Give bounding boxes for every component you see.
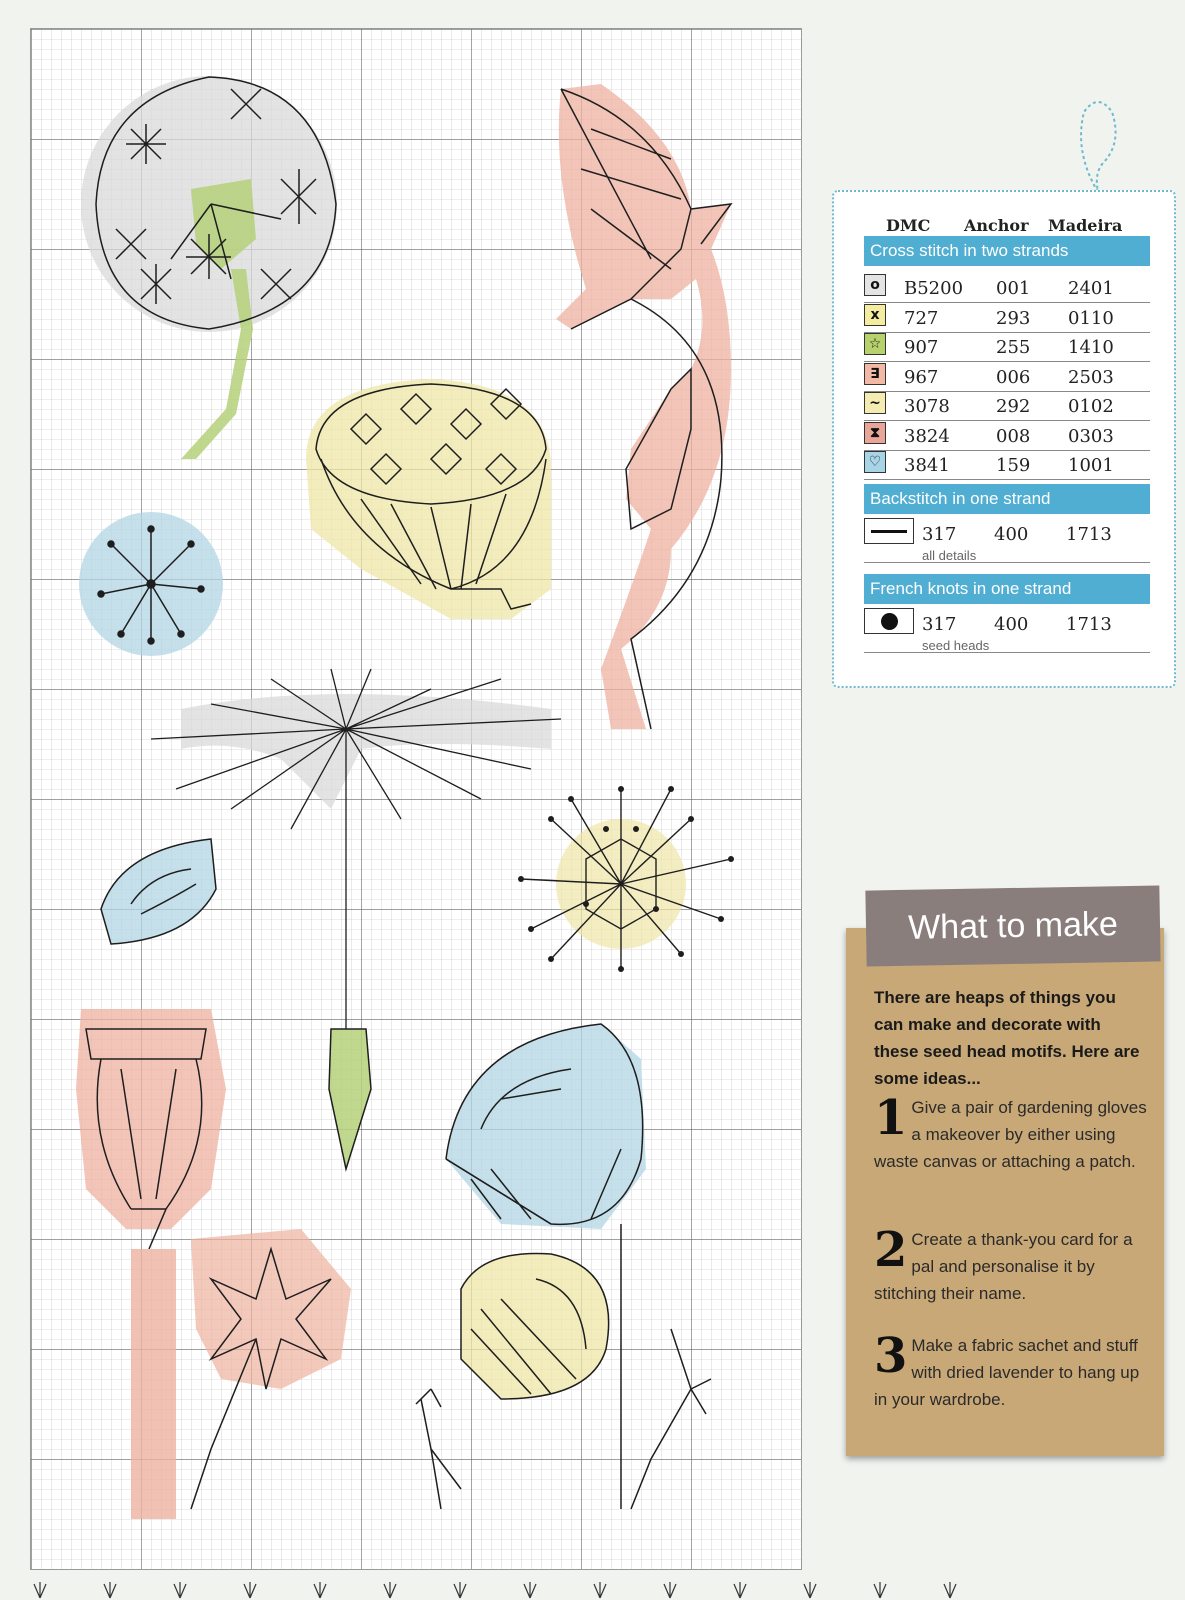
key-madeira: 1001 (1068, 455, 1114, 476)
what-to-make-panel (846, 905, 1164, 1456)
key-dmc: B5200 (904, 278, 964, 299)
key-row (864, 361, 1150, 392)
key-note: all details (922, 548, 977, 563)
blue-seed-flower-motif (79, 512, 223, 656)
what-to-make-title: What to make (865, 885, 1160, 966)
key-madeira: 2401 (1068, 278, 1114, 299)
key-symbol-icon: x (864, 304, 886, 326)
idea-item-2 (874, 1222, 1154, 1307)
key-madeira: 0110 (1068, 307, 1114, 329)
key-anchor: 001 (996, 278, 1031, 299)
key-row-french-knot (864, 608, 1150, 653)
key-row (864, 331, 1150, 362)
idea-number: 2 (874, 1222, 908, 1278)
key-dmc: 3078 (904, 396, 950, 417)
key-anchor: 400 (994, 614, 1029, 635)
idea-text: Make a fabric sachet and stuff with dried lavender to hang up in your wardrobe. (874, 1336, 1140, 1409)
key-row (864, 302, 1150, 333)
key-madeira: 0303 (1068, 425, 1114, 447)
key-madeira: 2503 (1068, 366, 1114, 388)
key-symbol-icon: ∃ (864, 363, 886, 385)
key-anchor: 293 (996, 307, 1031, 329)
key-madeira: 1713 (1066, 614, 1112, 635)
section-french-knots: French knots in one strand (864, 574, 1150, 604)
chart-canvas (31, 29, 801, 1569)
key-row (864, 272, 1150, 303)
key-dmc: 907 (904, 337, 939, 358)
key-symbol-icon: ~ (864, 392, 886, 414)
backstitch-line-icon (864, 518, 914, 544)
key-madeira: 1713 (1066, 524, 1112, 545)
key-madeira: 1410 (1068, 337, 1114, 358)
key-anchor: 255 (996, 337, 1031, 358)
key-symbol-icon: ♡ (864, 451, 886, 473)
colour-key (832, 190, 1176, 688)
key-header-anchor: Anchor (964, 216, 1029, 235)
key-dmc: 3841 (904, 455, 950, 476)
key-anchor: 008 (996, 425, 1031, 447)
key-dmc: 727 (904, 307, 939, 329)
key-note: seed heads (922, 638, 990, 653)
key-header-dmc: DMC (886, 216, 931, 235)
section-cross-stitch: Cross stitch in two strands (864, 236, 1150, 266)
decorative-seed-border (30, 1572, 980, 1600)
key-anchor: 292 (996, 396, 1031, 417)
cross-stitch-chart (30, 28, 802, 1570)
key-madeira: 0102 (1068, 396, 1114, 417)
key-anchor: 006 (996, 366, 1031, 388)
key-dmc: 967 (904, 366, 939, 388)
key-header-madeira: Madeira (1048, 216, 1123, 235)
idea-item-3 (874, 1328, 1154, 1413)
idea-text: Give a pair of gardening gloves a makeover by either using waste canvas or attaching a patch. (874, 1098, 1147, 1171)
key-anchor: 400 (994, 524, 1029, 545)
hanging-loop-icon (1074, 92, 1122, 192)
key-symbol-icon: o (864, 274, 886, 296)
key-dmc: 317 (922, 524, 957, 545)
key-row-backstitch (864, 518, 1150, 563)
section-backstitch: Backstitch in one strand (864, 484, 1150, 514)
idea-item-1 (874, 1090, 1154, 1175)
key-symbol-icon: ☆ (864, 333, 886, 355)
key-symbol-icon: ⧗ (864, 422, 886, 444)
what-to-make-intro: There are heaps of things you can make and decorate with these seed head motifs. Here are some ideas... (874, 988, 1140, 1088)
idea-number: 3 (874, 1328, 908, 1384)
key-dmc: 317 (922, 614, 957, 635)
french-knot-dot-icon (864, 608, 914, 634)
key-row (864, 390, 1150, 421)
key-row (864, 449, 1150, 480)
idea-text: Create a thank-you card for a pal and personalise it by stitching their name. (874, 1230, 1133, 1303)
key-dmc: 3824 (904, 425, 950, 447)
idea-number: 1 (874, 1090, 908, 1146)
key-row (864, 420, 1150, 451)
key-anchor: 159 (996, 455, 1031, 476)
